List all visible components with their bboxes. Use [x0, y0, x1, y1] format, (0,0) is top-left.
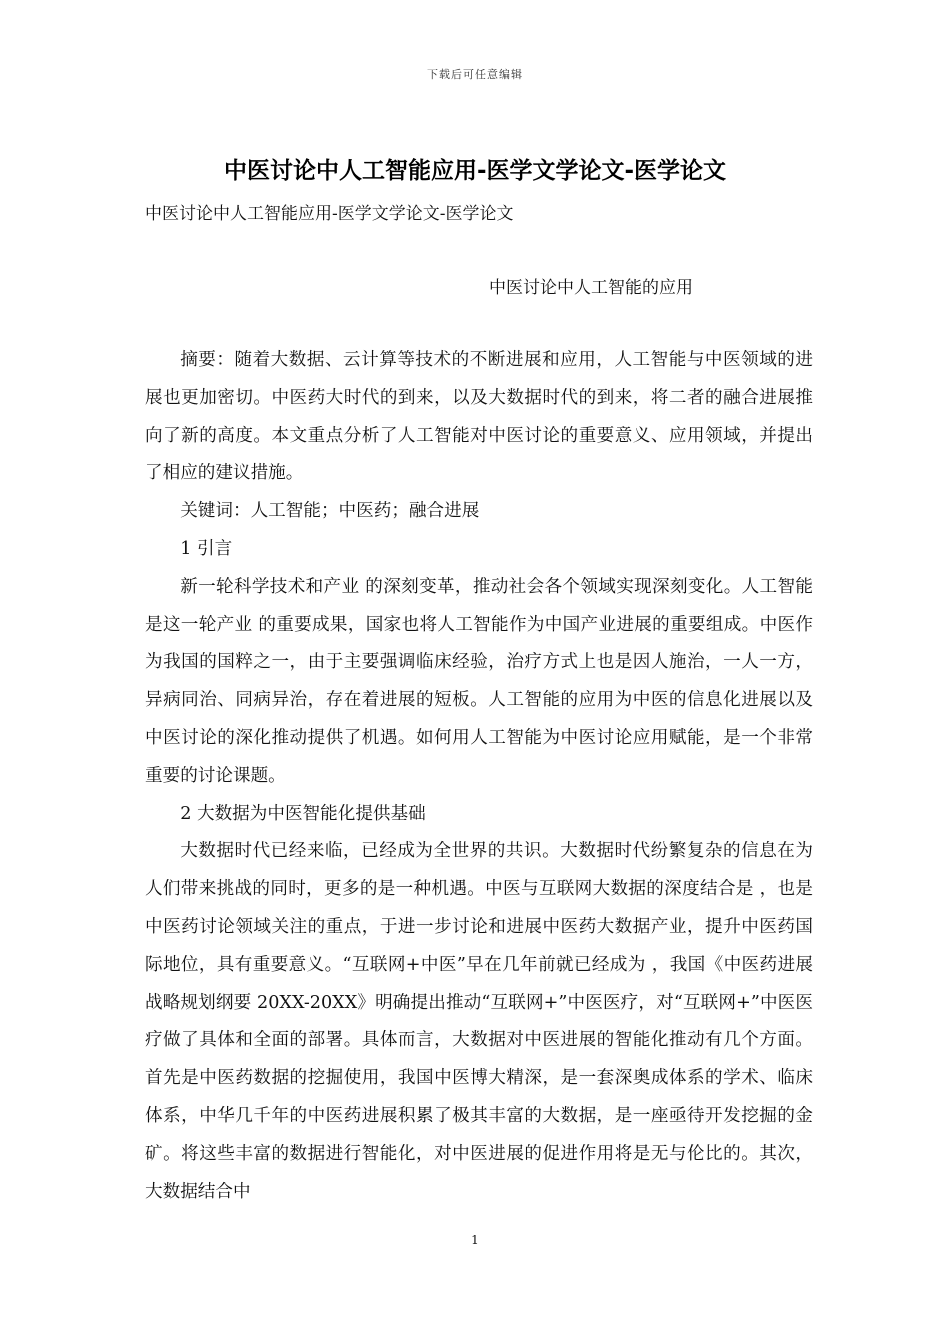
page-number: 1 [471, 1233, 479, 1247]
heading-big-data: 2 大数据为中医智能化提供基础 [180, 803, 426, 824]
section-title: 中医讨论中人工智能的应用 [489, 278, 693, 298]
big-data-paragraph: 大数据时代已经来临，已经成为全世界的共识。大数据时代纷繁复杂的信息在为人们带来挑战的同时，更多的是一种机遇。中医与互联网大数据的深度结合是 ，也是中医药讨论领域关注的重点，于进一步讨论和进展中医药大数据产业，提升中医药国际地位，具有重要意义。“互联网+中医”早在几年前就已经成为 ，我国《中医药进展战略规划纲要 20XX-20XX》明确提出推动“互联网+”中医医疗，对“互联网+”中医医疗做了具体和全面的部署。具体而言，大数据对中医进展的智能化推动有几个方面。首先是中医药数据的挖掘使用，我国中医博大精深，是一套深奥成体系的学术、临床体系，中华几千年的中医药进展积累了极其丰富的大数据，是一座亟待开发挖掘的金矿。将这些丰富的数据进行智能化，对中医进展的促进作用将是无与伦比的。其次，大数据结合中 [145, 841, 813, 1202]
header-note: 下载后可任意编辑 [427, 68, 523, 81]
abstract-paragraph: 摘要：随着大数据、云计算等技术的不断进展和应用，人工智能与中医领域的进展也更加密切。中医药大时代的到来，以及大数据时代的到来，将二者的融合进展推向了新的高度。本文重点分析了人工智能对中医讨论的重要意义、应用领域，并提出了相应的建议措施。 [145, 350, 813, 484]
keywords-paragraph: 关键词：人工智能；中医药；融合进展 [180, 501, 480, 522]
document-subtitle: 中医讨论中人工智能应用-医学文学论文-医学论文 [145, 204, 514, 224]
introduction-paragraph: 新一轮科学技术和产业 的深刻变革，推动社会各个领域实现深刻变化。人工智能是这一轮产业 的重要成果，国家也将人工智能作为中国产业进展的重要组成。中医作为我国的国粹之一，由于主要强调临床经验，治疗方式上也是因人施治，一人一方，异病同治、同病异治，存在着进展的短板。人工智能的应用为中医的信息化进展以及中医讨论的深化推动提供了机遇。如何用人工智能为中医讨论应用赋能，是一个非常重要的讨论课题。 [145, 576, 813, 786]
heading-introduction: 1 引言 [180, 538, 233, 559]
document-body [145, 342, 813, 1211]
document-title: 中医讨论中人工智能应用-医学文学论文-医学论文 [223, 158, 727, 184]
